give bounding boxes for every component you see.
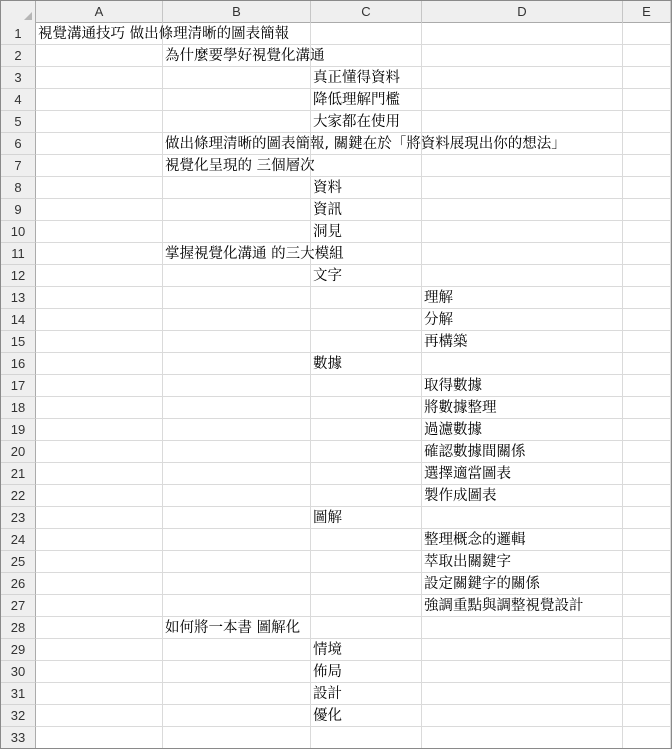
cell-c31[interactable]: 設計: [313, 686, 342, 702]
row-header-3[interactable]: 3: [1, 67, 36, 89]
row-header-6[interactable]: 6: [1, 133, 36, 155]
cell-d15[interactable]: 再構築: [424, 334, 468, 350]
cell-d27[interactable]: 強調重點與調整視覺設計: [424, 598, 584, 614]
cell-c4[interactable]: 降低理解門檻: [313, 92, 400, 108]
gridline-horizontal: [36, 330, 672, 331]
cell-c30[interactable]: 佈局: [313, 664, 342, 680]
cell-c16[interactable]: 數據: [313, 356, 342, 372]
row-header-13[interactable]: 13: [1, 287, 36, 309]
gridline-horizontal: [36, 484, 672, 485]
row-header-8[interactable]: 8: [1, 177, 36, 199]
row-header-25[interactable]: 25: [1, 551, 36, 573]
gridline-horizontal: [36, 440, 672, 441]
gridline-horizontal: [36, 550, 672, 551]
cell-b2[interactable]: 為什麼要學好視覺化溝通: [165, 48, 325, 64]
gridline-horizontal: [36, 506, 672, 507]
cell-d24[interactable]: 整理概念的邏輯: [424, 532, 526, 548]
row-header-21[interactable]: 21: [1, 463, 36, 485]
row-header-10[interactable]: 10: [1, 221, 36, 243]
gridline-horizontal: [36, 462, 672, 463]
gridline-horizontal: [36, 220, 672, 221]
cell-d19[interactable]: 過濾數據: [424, 422, 482, 438]
gridline-horizontal: [36, 418, 672, 419]
gridline-horizontal: [36, 682, 672, 683]
cell-c5[interactable]: 大家都在使用: [313, 114, 400, 130]
cell-c8[interactable]: 資料: [313, 180, 342, 196]
cell-d25[interactable]: 萃取出關鍵字: [424, 554, 511, 570]
row-header-18[interactable]: 18: [1, 397, 36, 419]
row-header-28[interactable]: 28: [1, 617, 36, 639]
gridline-horizontal: [36, 286, 672, 287]
column-header-b[interactable]: B: [163, 1, 311, 23]
cell-b7[interactable]: 視覺化呈現的 三個層次: [165, 158, 315, 174]
row-header-2[interactable]: 2: [1, 45, 36, 67]
row-header-30[interactable]: 30: [1, 661, 36, 683]
select-all-icon: [24, 12, 32, 20]
row-header-24[interactable]: 24: [1, 529, 36, 551]
cell-a1[interactable]: 視覺溝通技巧 做出條理清晰的圖表簡報: [38, 26, 290, 42]
row-header-4[interactable]: 4: [1, 89, 36, 111]
cell-c29[interactable]: 情境: [313, 642, 342, 658]
cell-c23[interactable]: 圖解: [313, 510, 342, 526]
row-header-19[interactable]: 19: [1, 419, 36, 441]
row-header-27[interactable]: 27: [1, 595, 36, 617]
gridline-horizontal: [36, 396, 672, 397]
column-header-c[interactable]: C: [311, 1, 422, 23]
column-header-a[interactable]: A: [36, 1, 163, 23]
row-header-7[interactable]: 7: [1, 155, 36, 177]
row-header-33[interactable]: 33: [1, 727, 36, 749]
row-header-32[interactable]: 32: [1, 705, 36, 727]
cell-b6[interactable]: 做出條理清晰的圖表簡報, 關鍵在於「將資料展現出你的想法」: [165, 136, 566, 152]
gridline-horizontal: [36, 264, 672, 265]
row-header-14[interactable]: 14: [1, 309, 36, 331]
gridline-horizontal: [36, 308, 672, 309]
row-header-12[interactable]: 12: [1, 265, 36, 287]
cell-d20[interactable]: 確認數據間關係: [424, 444, 526, 460]
row-header-5[interactable]: 5: [1, 111, 36, 133]
row-header-31[interactable]: 31: [1, 683, 36, 705]
row-header-22[interactable]: 22: [1, 485, 36, 507]
row-header-15[interactable]: 15: [1, 331, 36, 353]
select-all-corner[interactable]: [1, 1, 36, 23]
cell-d21[interactable]: 選擇適當圖表: [424, 466, 511, 482]
row-header-17[interactable]: 17: [1, 375, 36, 397]
row-header-23[interactable]: 23: [1, 507, 36, 529]
cell-c10[interactable]: 洞見: [313, 224, 342, 240]
cell-c32[interactable]: 優化: [313, 708, 342, 724]
cell-d18[interactable]: 將數據整理: [424, 400, 497, 416]
gridline-horizontal: [36, 638, 672, 639]
gridline-horizontal: [36, 198, 672, 199]
gridline-horizontal: [36, 352, 672, 353]
cell-d22[interactable]: 製作成圖表: [424, 488, 497, 504]
cell-d26[interactable]: 設定關鍵字的關係: [424, 576, 540, 592]
cell-d13[interactable]: 理解: [424, 290, 453, 306]
gridline-horizontal: [36, 374, 672, 375]
column-header-d[interactable]: D: [422, 1, 623, 23]
gridline-horizontal: [36, 660, 672, 661]
column-header-e[interactable]: E: [623, 1, 671, 23]
row-header-9[interactable]: 9: [1, 199, 36, 221]
cell-b28[interactable]: 如何將一本書 圖解化: [165, 620, 301, 636]
cell-b11[interactable]: 掌握視覺化溝通 的三大模組: [165, 246, 344, 262]
row-header-26[interactable]: 26: [1, 573, 36, 595]
row-header-11[interactable]: 11: [1, 243, 36, 265]
gridline-horizontal: [36, 704, 672, 705]
cell-c3[interactable]: 真正懂得資料: [313, 70, 400, 86]
gridline-horizontal: [36, 176, 672, 177]
cell-d14[interactable]: 分解: [424, 312, 453, 328]
cell-d17[interactable]: 取得數據: [424, 378, 482, 394]
row-header-16[interactable]: 16: [1, 353, 36, 375]
row-header-29[interactable]: 29: [1, 639, 36, 661]
gridline-horizontal: [36, 572, 672, 573]
row-header-20[interactable]: 20: [1, 441, 36, 463]
gridline-horizontal: [36, 726, 672, 727]
cell-c12[interactable]: 文字: [313, 268, 342, 284]
row-header-1[interactable]: 1: [1, 23, 36, 45]
gridline-horizontal: [36, 242, 672, 243]
column-header-row: [1, 1, 671, 23]
cell-c9[interactable]: 資訊: [313, 202, 342, 218]
gridline-horizontal: [36, 528, 672, 529]
